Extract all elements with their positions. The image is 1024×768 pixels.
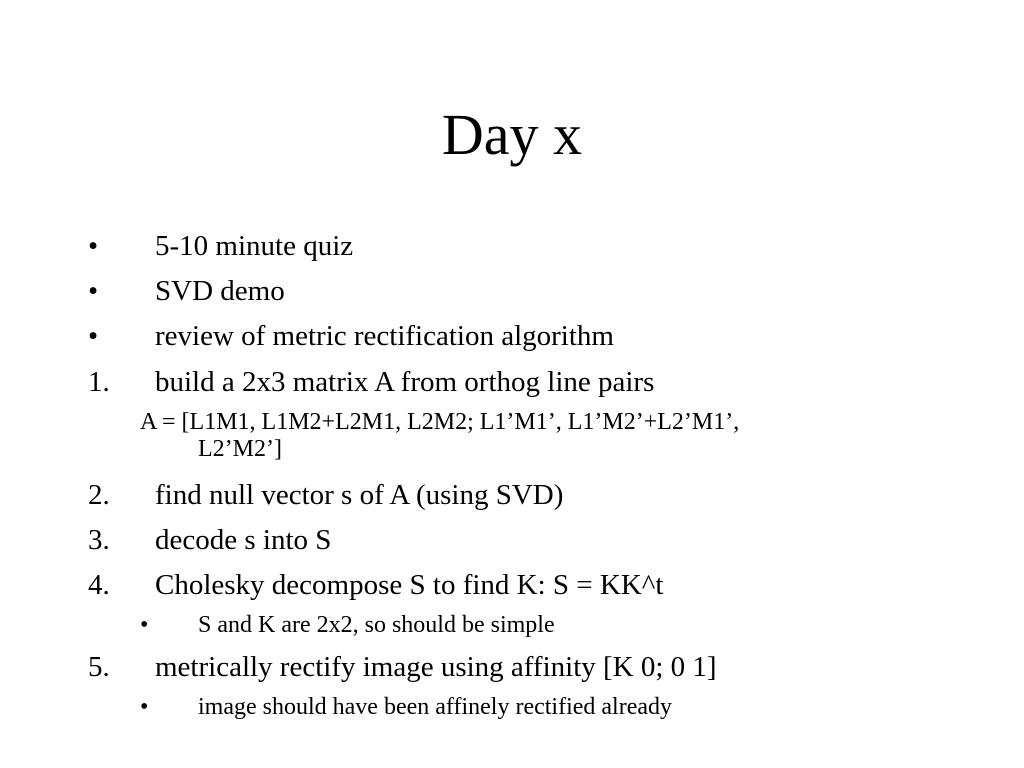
number-marker: 4. [88, 569, 110, 601]
sub-bullet-marker: • [140, 694, 149, 720]
number-marker: 2. [88, 479, 110, 511]
matrix-definition [140, 409, 900, 463]
bullet-marker: • [88, 320, 99, 352]
bullet-text: SVD demo [155, 275, 285, 307]
number-marker: 3. [88, 524, 110, 556]
number-marker: 5. [88, 651, 110, 683]
numbered-text: metrically rectify image using affinity [K 0; 0 1] [155, 651, 717, 683]
matrix-definition-line1: A = [L1M1, L1M2+L2M1, L2M2; L1’M1’, L1’M2’+L2’M1’, [140, 409, 740, 435]
matrix-definition-line2: L2’M2’] [198, 436, 282, 462]
bullet-marker: • [88, 230, 99, 262]
numbered-text: Cholesky decompose S to find K: S = KK^t [155, 569, 664, 601]
slide-title: Day x [441, 102, 583, 167]
number-marker: 1. [88, 366, 110, 398]
sub-bullet-text: S and K are 2x2, so should be simple [198, 612, 555, 638]
sub-bullet-marker: • [140, 612, 149, 638]
bullet-text: review of metric rectification algorithm [155, 320, 614, 352]
numbered-text: build a 2x3 matrix A from orthog line pairs [155, 366, 655, 398]
bullet-marker: • [88, 275, 99, 307]
bullet-text: 5-10 minute quiz [155, 230, 354, 262]
numbered-text: find null vector s of A (using SVD) [155, 479, 564, 511]
numbered-text: decode s into S [155, 524, 332, 556]
sub-bullet-text: image should have been affinely rectified already [198, 694, 673, 720]
